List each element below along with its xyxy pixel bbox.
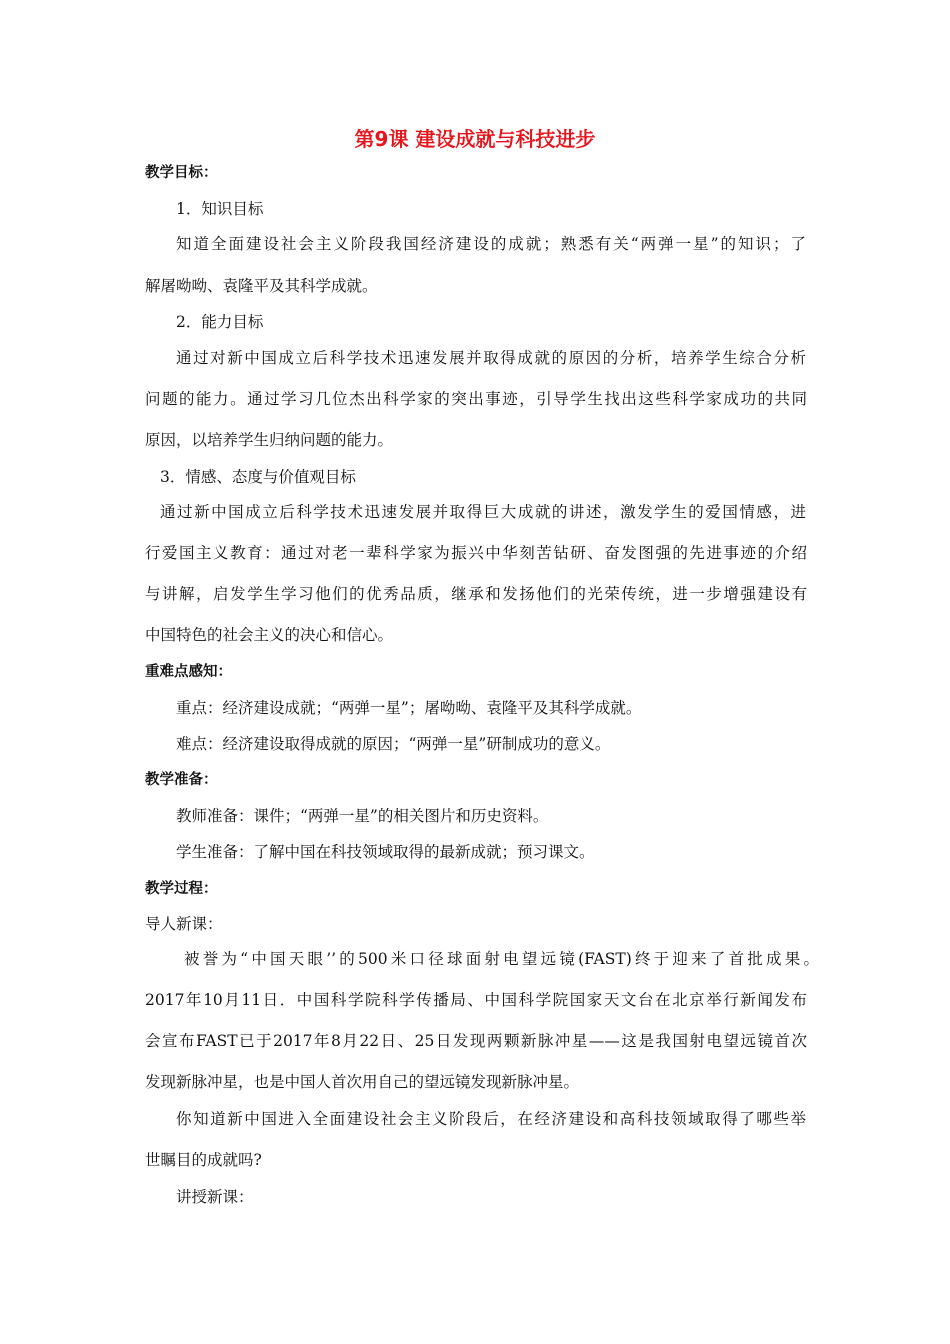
lesson-title: 第9课 建设成就与科技进步 <box>354 127 596 151</box>
paragraph-line: 2017年10月11日．中国科学院科学传播局、中国科学院国家天文台在北京举行新闻发布 <box>145 991 807 1009</box>
paragraph-line: 你知道新中国进入全面建设社会主义阶段后，在经济建设和高科技领域取得了哪些举 <box>176 1110 806 1128</box>
paragraph-line: 解屠呦呦、袁隆平及其科学成就。 <box>145 277 378 295</box>
paragraph-line: 与讲解，启发学生学习他们的优秀品质，继承和发扬他们的光荣传统，进一步增强建设有 <box>145 585 807 603</box>
paragraph-line: 被誉为“中国天眼’’的500米口径球面射电望远镜(FAST)终于迎来了首批成果。 <box>184 950 819 968</box>
section-heading-key-points: 重难点感知： <box>145 664 232 680</box>
paragraph-line: 发现新脉冲星，也是中国人首次用自己的望远镜发现新脉冲星。 <box>145 1073 580 1091</box>
teacher-preparation-line: 教师准备：课件；“两弹一星”的相关图片和历史资料。 <box>176 807 549 825</box>
key-point-line: 重点：经济建设成就；“两弹一星”；屠呦呦、袁隆平及其科学成就。 <box>176 699 642 717</box>
subheading-new-lesson: 讲授新课： <box>176 1188 254 1206</box>
paragraph-line: 原因，以培养学生归纳问题的能力。 <box>145 431 394 449</box>
student-preparation-line: 学生准备：了解中国在科技领域取得的最新成就；预习课文。 <box>176 843 595 861</box>
paragraph-line: 会宣布FAST已于2017年8月22日、25日发现两颗新脉冲星——这是我国射电望远镜首次 <box>145 1032 807 1050</box>
section-heading-teaching-goals: 教学目标： <box>145 165 218 181</box>
paragraph-line: 行爱国主义教育：通过对老一辈科学家为振兴中华刻苦钻研、奋发图强的先进事迹的介绍 <box>145 544 807 562</box>
subheading-knowledge-goal: 1．知识目标 <box>176 200 264 218</box>
subheading-intro: 导人新课： <box>145 915 223 933</box>
paragraph-line: 通过对新中国成立后科学技术迅速发展并取得成就的原因的分析，培养学生综合分析 <box>176 349 806 367</box>
paragraph-line: 知道全面建设社会主义阶段我国经济建设的成就；熟悉有关“两弹一星”的知识；了 <box>176 235 806 253</box>
difficult-point-line: 难点：经济建设取得成就的原因；“两弹一星”研制成功的意义。 <box>176 735 611 753</box>
section-heading-preparation: 教学准备： <box>145 772 218 788</box>
paragraph-line: 中国特色的社会主义的决心和信心。 <box>145 626 394 644</box>
paragraph-line: 问题的能力。通过学习几位杰出科学家的突出事迹，引导学生找出这些科学家成功的共同 <box>145 390 807 408</box>
subheading-emotion-goal: 3．情感、态度与价值观目标 <box>160 468 356 486</box>
paragraph-line: 通过新中国成立后科学技术迅速发展并取得巨大成就的讲述，激发学生的爱国情感，进 <box>160 503 806 521</box>
paragraph-line: 世瞩目的成就吗? <box>145 1151 262 1169</box>
subheading-ability-goal: 2．能力目标 <box>176 313 264 331</box>
section-heading-process: 教学过程： <box>145 881 218 897</box>
